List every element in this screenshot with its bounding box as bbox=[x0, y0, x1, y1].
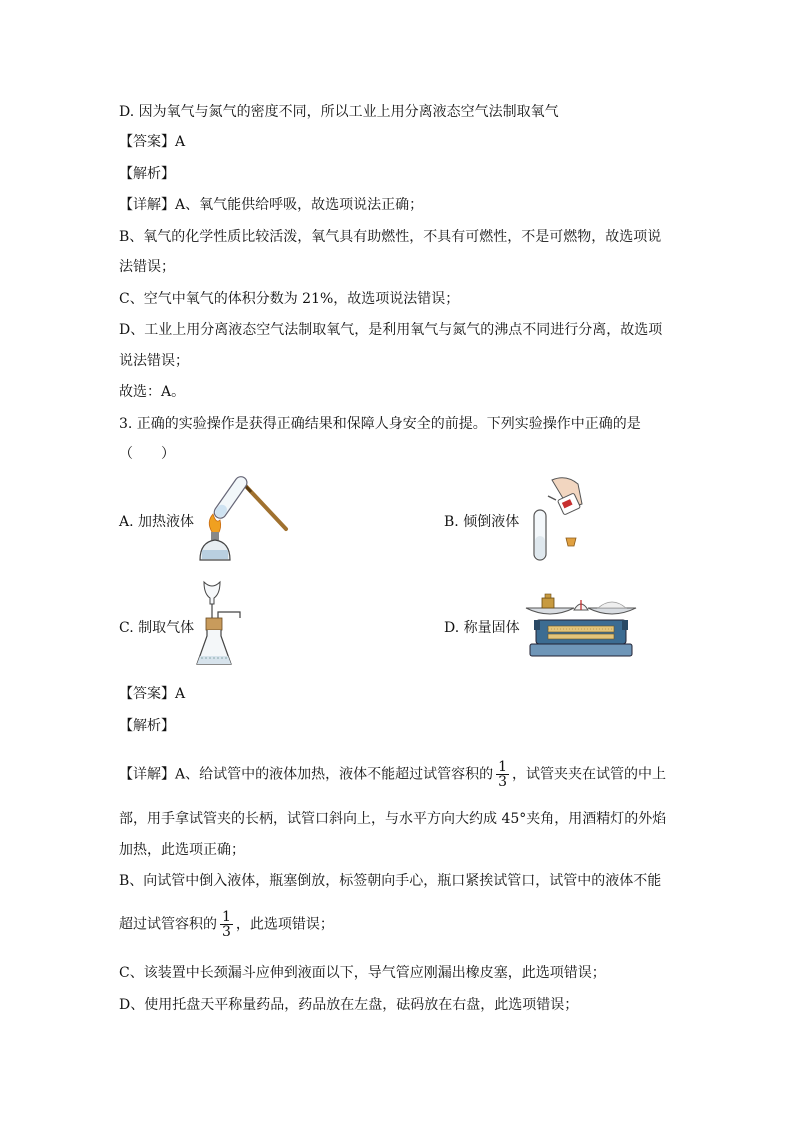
q2-choice: 故选：A。 bbox=[119, 384, 186, 400]
q3-option-b-label: B. 倾倒液体 bbox=[444, 514, 520, 530]
fraction-denominator: 3 bbox=[498, 774, 508, 790]
q2-detail-b-line2: 法错误； bbox=[119, 259, 175, 275]
q2-detail-a: 【详解】A、氧气能供给呼吸，故选项说法正确； bbox=[119, 197, 424, 213]
heating-liquid-figure bbox=[196, 474, 290, 566]
q3-detail-d: D、使用托盘天平称量药品，药品放在左盘，砝码放在右盘，此选项错误； bbox=[119, 997, 579, 1013]
q3-detail-a-line1 bbox=[119, 760, 666, 789]
q3-option-d-label: D. 称量固体 bbox=[444, 620, 520, 636]
q3-analysis-heading: 【解析】 bbox=[119, 718, 175, 734]
pouring-liquid-figure bbox=[526, 474, 586, 566]
one-third-fraction bbox=[220, 910, 233, 939]
fraction-denominator: 3 bbox=[222, 924, 231, 940]
q3-detail-b-line2 bbox=[119, 910, 334, 939]
q2-option-d: D. 因为氧气与氮气的密度不同，所以工业上用分离液态空气法制取氧气 bbox=[119, 104, 559, 120]
fraction-numerator: 1 bbox=[498, 759, 508, 775]
gas-generation-figure bbox=[196, 578, 244, 668]
q3-detail-b-post: ，此选项错误； bbox=[235, 916, 334, 933]
q2-detail-d-line1: D、工业上用分离液态空气法制取氧气，是利用氧气与氮气的沸点不同进行分离，故选项 bbox=[119, 322, 663, 338]
balance-figure bbox=[522, 590, 640, 660]
q2-detail-c: C、空气中氧气的体积分数为 21%，故选项说法错误； bbox=[119, 291, 460, 307]
q3-stem: 3. 正确的实验操作是获得正确结果和保障人身安全的前提。下列实验操作中正确的是 bbox=[119, 416, 641, 432]
q3-detail-b-line1: B、向试管中倒入液体，瓶塞倒放，标签朝向手心，瓶口紧挨试管口，试管中的液体不能 bbox=[119, 873, 662, 889]
q3-detail-b-pre: 超过试管容积的 bbox=[119, 916, 217, 933]
q3-detail-c: C、该装置中长颈漏斗应伸到液面以下，导气管应刚漏出橡皮塞，此选项错误； bbox=[119, 965, 606, 981]
q2-analysis-heading: 【解析】 bbox=[119, 166, 175, 182]
q2-answer: 【答案】A bbox=[119, 134, 186, 150]
q2-detail-d-line2: 说法错误； bbox=[119, 353, 189, 369]
q3-detail-a-line2: 部，用手拿试管夹的长柄，试管口斜向上，与水平方向大约成 45°夹角，用酒精灯的外焰 bbox=[119, 811, 667, 827]
q3-option-a-label: A. 加热液体 bbox=[119, 514, 195, 530]
fraction-numerator: 1 bbox=[222, 909, 231, 925]
q3-option-c-label: C. 制取气体 bbox=[119, 620, 195, 636]
one-third-fraction bbox=[496, 760, 509, 789]
q3-detail-a-pre: 【详解】A、给试管中的液体加热，液体不能超过试管容积的 bbox=[119, 766, 494, 783]
q2-detail-b-line1: B、氧气的化学性质比较活泼，氧气具有助燃性，不具有可燃性，不是可燃物，故选项说 bbox=[119, 229, 662, 245]
q3-answer: 【答案】A bbox=[119, 686, 186, 702]
q3-paren: （ ） bbox=[119, 446, 175, 462]
q3-detail-a-line3: 加热，此选项正确； bbox=[119, 842, 245, 858]
q3-detail-a-post: ，试管夹夹在试管的中上 bbox=[512, 766, 667, 783]
